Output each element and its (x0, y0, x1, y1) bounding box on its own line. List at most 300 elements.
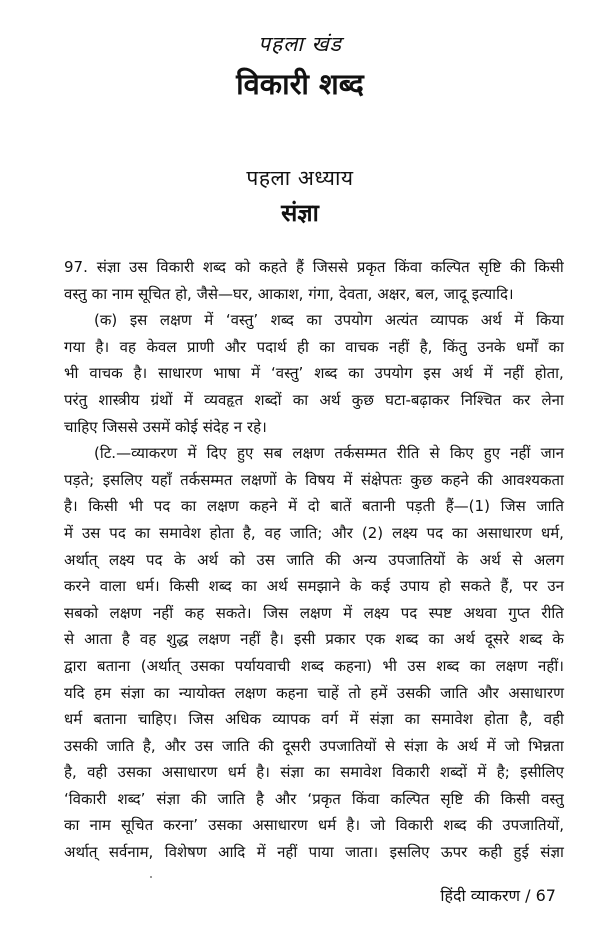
word: उसमें (142, 417, 171, 436)
word: के (174, 550, 186, 569)
word: विकारी (391, 763, 430, 782)
word: से (429, 444, 440, 463)
word: किंवा (351, 789, 380, 808)
word: धर्म (227, 763, 246, 782)
word: का (241, 577, 257, 596)
text-line (64, 360, 564, 387)
word: उस (81, 523, 101, 542)
word: का (134, 523, 151, 542)
word: पड़ते; (64, 470, 95, 489)
word: जिससे (312, 258, 349, 276)
word: किसी (500, 789, 531, 808)
word: बताना (93, 710, 127, 729)
word: जिस (500, 497, 526, 516)
word: द्वारा (64, 656, 87, 675)
word: उपजातियों, (502, 816, 564, 835)
word: अलग (533, 550, 564, 569)
word: वही (543, 710, 564, 729)
word: किया (535, 311, 564, 330)
word: (क) (94, 311, 118, 330)
word: का (91, 284, 108, 303)
word: सूचित (138, 284, 171, 303)
word: प्रकृत (356, 258, 386, 276)
word: संज्ञा (404, 736, 428, 755)
word: वस्तु (541, 789, 564, 808)
word: धर्मों (515, 337, 539, 356)
word: जादू (443, 284, 467, 303)
word: अर्थ (319, 390, 341, 409)
word: लक्षण (292, 444, 325, 463)
word: में (349, 710, 359, 729)
word: शब्द’ (117, 789, 146, 808)
text-line (64, 812, 564, 839)
word: जाति (440, 683, 468, 702)
word: व्यापक (272, 710, 311, 729)
word: चाहिए (64, 417, 98, 436)
word: नहीं (240, 630, 261, 649)
word: अर्थ (453, 630, 475, 649)
text-line (64, 786, 564, 813)
text-line (64, 440, 564, 467)
word: अधिक (224, 710, 262, 729)
word: विषय (305, 470, 335, 489)
word: देवता, (338, 284, 373, 303)
word: है। (256, 763, 270, 782)
word: हो (438, 577, 451, 596)
word: शब्द (436, 656, 460, 675)
word: हैं—(1) (445, 497, 490, 516)
word: उस (129, 258, 148, 276)
text-line (64, 547, 564, 574)
word: अक्षर, (377, 284, 411, 303)
text-line (64, 600, 564, 627)
word: है; (496, 763, 510, 782)
text-line (64, 680, 564, 707)
word: कहना) (334, 656, 372, 675)
word: ‘वस्तु’ (225, 311, 259, 330)
word: हुई (513, 843, 529, 862)
word: होता (484, 710, 509, 729)
word: अर्थ (480, 311, 502, 330)
word: का (306, 311, 322, 330)
word: विशेषण (164, 843, 207, 862)
word: आदि (218, 843, 246, 862)
word: शब्द (519, 630, 543, 649)
word: गुप्त (508, 603, 530, 622)
word: न्यायोक्त (178, 683, 226, 702)
word: भी (64, 364, 79, 383)
word: है। (64, 497, 78, 516)
text-line (64, 706, 564, 733)
word: उसका (190, 656, 225, 675)
text-line (64, 254, 564, 281)
text-line (64, 281, 564, 308)
word: वही (87, 763, 108, 782)
word: का (292, 390, 309, 409)
word: में (288, 497, 298, 516)
word: सकते। (215, 603, 252, 622)
word: संज्ञा (156, 789, 181, 808)
text-line (64, 493, 564, 520)
word: वस्तु (64, 284, 87, 303)
word: है, (242, 523, 256, 542)
word: पर (522, 577, 538, 596)
word: के (552, 630, 564, 649)
word: सकते (460, 577, 491, 596)
word: यहाँ (151, 470, 172, 489)
word: की (477, 470, 493, 489)
word: सूचित (121, 816, 154, 835)
word: गंगा, (308, 284, 334, 303)
word: व्यापक (430, 311, 469, 330)
word: की (325, 550, 341, 569)
word: अन्य (352, 550, 377, 569)
word: वह (264, 523, 281, 542)
word: जो (504, 736, 520, 755)
word: प्रकार (325, 630, 356, 649)
word: असाधारण (476, 523, 532, 542)
word: है। (346, 816, 361, 835)
word: शब्द (300, 656, 324, 675)
word: अत्यंत (384, 311, 418, 330)
word: बतानी (362, 497, 396, 516)
word: अर्थात् (64, 550, 98, 569)
word: समावेश (159, 523, 201, 542)
chapter-title: संज्ञा (281, 199, 319, 227)
word: उनके (477, 337, 506, 356)
word: लक्षण (198, 630, 231, 649)
word: अर्थात् (64, 843, 98, 862)
word: जैसे—घर, (196, 284, 253, 303)
word: संज्ञा (280, 763, 304, 782)
word: केवल (146, 337, 177, 356)
word: अर्थ (479, 550, 501, 569)
word: (टि.—व्याकरण (94, 444, 178, 463)
word: अथवा (463, 603, 497, 622)
text-line (64, 414, 564, 441)
word: नहीं (503, 364, 524, 383)
word: कह (184, 603, 205, 622)
word: में (187, 444, 197, 463)
word: और (331, 523, 353, 542)
word: कुछ (351, 390, 374, 409)
word: की (510, 258, 526, 276)
body-text (64, 254, 564, 866)
word: इत्यादि। (471, 284, 514, 303)
word: पद (146, 550, 163, 569)
word: जाति (217, 789, 245, 808)
word: दो (307, 497, 320, 516)
word: हैं, (500, 577, 514, 596)
word: हुए (483, 444, 501, 463)
word: सर्वनाम, (108, 843, 154, 862)
word: उपजातियों (388, 550, 446, 569)
text-line (64, 759, 564, 786)
word: होता, (534, 364, 564, 383)
word: उसकी (396, 683, 431, 702)
word: भाषा (213, 364, 241, 383)
word: उपयोग (374, 364, 413, 383)
word: यदि (64, 683, 85, 702)
word: लक्ष्य (108, 550, 135, 569)
word: शब्दों (254, 390, 282, 409)
word: वाला (99, 577, 127, 596)
word: हम (94, 683, 112, 702)
word: इसलिए (102, 470, 143, 489)
word: इस (129, 311, 148, 330)
word: के (285, 470, 297, 489)
word: पद (109, 523, 126, 542)
word: जो (370, 816, 386, 835)
word: उसका (117, 763, 152, 782)
word: कहने (249, 497, 278, 516)
word: जिस (188, 710, 214, 729)
word: के (436, 736, 449, 755)
word: उस (194, 736, 214, 755)
word: संज्ञा (96, 258, 121, 276)
word: है, (64, 763, 77, 782)
word: सृष्टि (478, 258, 502, 276)
word: विकारी (395, 816, 434, 835)
word: पद (153, 497, 171, 516)
word: पर्यायवाची (234, 656, 291, 675)
word: से (64, 630, 75, 649)
word: एक (365, 630, 386, 649)
word: का (319, 337, 335, 356)
word: जिससे (102, 417, 138, 436)
word: धर्म (318, 816, 337, 835)
text-line (64, 626, 564, 653)
word: से (385, 736, 396, 755)
word: रीति (396, 444, 420, 463)
text-line (64, 733, 564, 760)
word: और (224, 337, 247, 356)
word: शब्द (314, 364, 338, 383)
word: लक्ष्य (392, 523, 418, 542)
word: है। (133, 364, 148, 383)
word: संज्ञा (120, 683, 145, 702)
text-line (64, 653, 564, 680)
word: की (258, 736, 274, 755)
word: जाति (536, 497, 564, 516)
word: किसी (169, 577, 199, 596)
word: की (474, 789, 490, 808)
word: ‘विकारी (64, 789, 107, 808)
word: कई (371, 577, 391, 596)
word: में (251, 364, 261, 383)
part-title: विकारी शब्द (236, 67, 364, 101)
word: नहीं (389, 337, 410, 356)
word: न (233, 417, 243, 436)
word: है। (270, 630, 284, 649)
word: जाति; (289, 523, 323, 542)
word: लक्षण (495, 656, 528, 675)
word: लक्षण (299, 603, 332, 622)
word: स्पष्ट (428, 603, 452, 622)
word: है, (419, 337, 433, 356)
word: नहीं (277, 843, 298, 862)
word: नहीं (510, 444, 531, 463)
word: का (404, 710, 421, 729)
word: का (153, 683, 170, 702)
word: शब्द (208, 577, 232, 596)
word: आकाश, (257, 284, 304, 303)
word: लक्षण (159, 311, 192, 330)
word: होता (209, 523, 234, 542)
word: को (229, 550, 246, 569)
word: गया (64, 337, 86, 356)
word: के (349, 577, 362, 596)
word: संदेह (202, 417, 229, 436)
word: रीति (541, 603, 564, 622)
word: साधारण (158, 364, 203, 383)
word: का (64, 816, 80, 835)
word: तर्कसम्मत (180, 470, 233, 489)
word: 97. (64, 258, 88, 276)
text-line (64, 467, 564, 494)
word: अर्थ (266, 577, 288, 596)
word: है (255, 789, 264, 808)
word: ‘प्रकृत (307, 789, 341, 808)
word: और (164, 736, 186, 755)
word: चाहिए। (137, 710, 178, 729)
word: कल्पित (430, 258, 470, 276)
word: करने (64, 577, 90, 596)
word: के (456, 550, 469, 569)
word: वाचक (89, 364, 123, 383)
word: शब्द (443, 816, 467, 835)
word: लक्षणों (240, 470, 277, 489)
word: किंवा (394, 258, 422, 276)
word: ग्रंथों (150, 390, 173, 409)
word: (2) (361, 523, 384, 542)
word: लेना (541, 390, 564, 409)
word: उस (407, 656, 426, 675)
word: में (343, 470, 353, 489)
word: का (469, 656, 486, 675)
word: इस (423, 364, 441, 383)
word: किए (449, 444, 474, 463)
word: जाता। (345, 843, 379, 862)
word: का (428, 630, 444, 649)
word: घटा-बढ़ाकर (385, 390, 450, 409)
word: उन (547, 577, 564, 596)
word: उपाय (399, 577, 430, 596)
word: पाया (308, 843, 334, 862)
word: कुछ (410, 470, 433, 489)
word: चाहें (317, 683, 339, 702)
word: नाम (89, 816, 111, 835)
word: व्यवहृत (204, 390, 244, 409)
word: इसी (294, 630, 316, 649)
word: है, (142, 736, 156, 755)
word: धर्म, (540, 523, 564, 542)
word: असाधारण (508, 683, 564, 702)
word: करना’ (163, 816, 198, 835)
word: लक्षण (109, 603, 142, 622)
word: उस (256, 550, 275, 569)
word: वह (139, 630, 157, 649)
word: है। (95, 337, 110, 356)
word: का (452, 523, 468, 542)
word: पद (400, 603, 418, 622)
word: हैं (295, 258, 304, 276)
word: कहने (440, 470, 469, 489)
word: है, (519, 710, 533, 729)
word: में (343, 603, 353, 622)
chapter-label: पहला अध्याय (246, 166, 354, 190)
word: बल, (415, 284, 439, 303)
text-line (64, 520, 564, 547)
word: जाति (106, 736, 135, 755)
word: में (483, 364, 493, 383)
word: वह (119, 337, 136, 356)
word: नहीं (152, 603, 174, 622)
word: हो, (175, 284, 192, 303)
word: वाचक (345, 337, 379, 356)
word: अर्थ (451, 364, 473, 383)
text-line (64, 307, 564, 334)
text-line (64, 573, 564, 600)
word: इसीलिए (520, 763, 564, 782)
word: का (180, 497, 197, 516)
word: बातें (330, 497, 352, 516)
word: जाति (221, 736, 250, 755)
word: शब्द (395, 630, 419, 649)
word: सृष्टि (440, 789, 464, 808)
word: किंतु (442, 337, 467, 356)
word: किसी (88, 497, 118, 516)
word: शुद्ध (166, 630, 189, 649)
word: निश्चित (460, 390, 502, 409)
word: को (234, 258, 251, 276)
word: ‘वस्तु’ (271, 364, 304, 383)
word: ऊपर (440, 843, 468, 862)
word: भी (128, 497, 143, 516)
word: आता (84, 630, 112, 649)
word: जिस (263, 603, 289, 622)
word: धर्म। (135, 577, 160, 596)
word: है (121, 630, 130, 649)
word: कही (478, 843, 503, 862)
word: की (191, 789, 207, 808)
word: में (183, 390, 193, 409)
word: दूसरी (282, 736, 311, 755)
word: पदार्थ (256, 337, 287, 356)
word: वर्ग (321, 710, 339, 729)
word: और (274, 789, 297, 808)
word: कोई (175, 417, 198, 436)
word: जाति (286, 550, 314, 569)
word: शब्द (270, 311, 294, 330)
page-footer: हिंदी व्याकरण / 67 (440, 886, 556, 905)
word: जान (540, 444, 564, 463)
word: आवश्यकता (501, 470, 564, 489)
word: लक्षण (207, 497, 239, 516)
word: किसी (534, 258, 564, 276)
word: कहते (259, 258, 288, 276)
word: इसलिए (389, 843, 430, 862)
text-line (64, 839, 564, 866)
word: समावेश (431, 710, 473, 729)
text-line (64, 387, 564, 414)
word: तो (348, 683, 361, 702)
word: हमें (370, 683, 388, 702)
word: समझाने (297, 577, 341, 596)
word: विकारी (156, 258, 195, 276)
word: रहे। (247, 417, 267, 436)
word: से (512, 550, 523, 569)
